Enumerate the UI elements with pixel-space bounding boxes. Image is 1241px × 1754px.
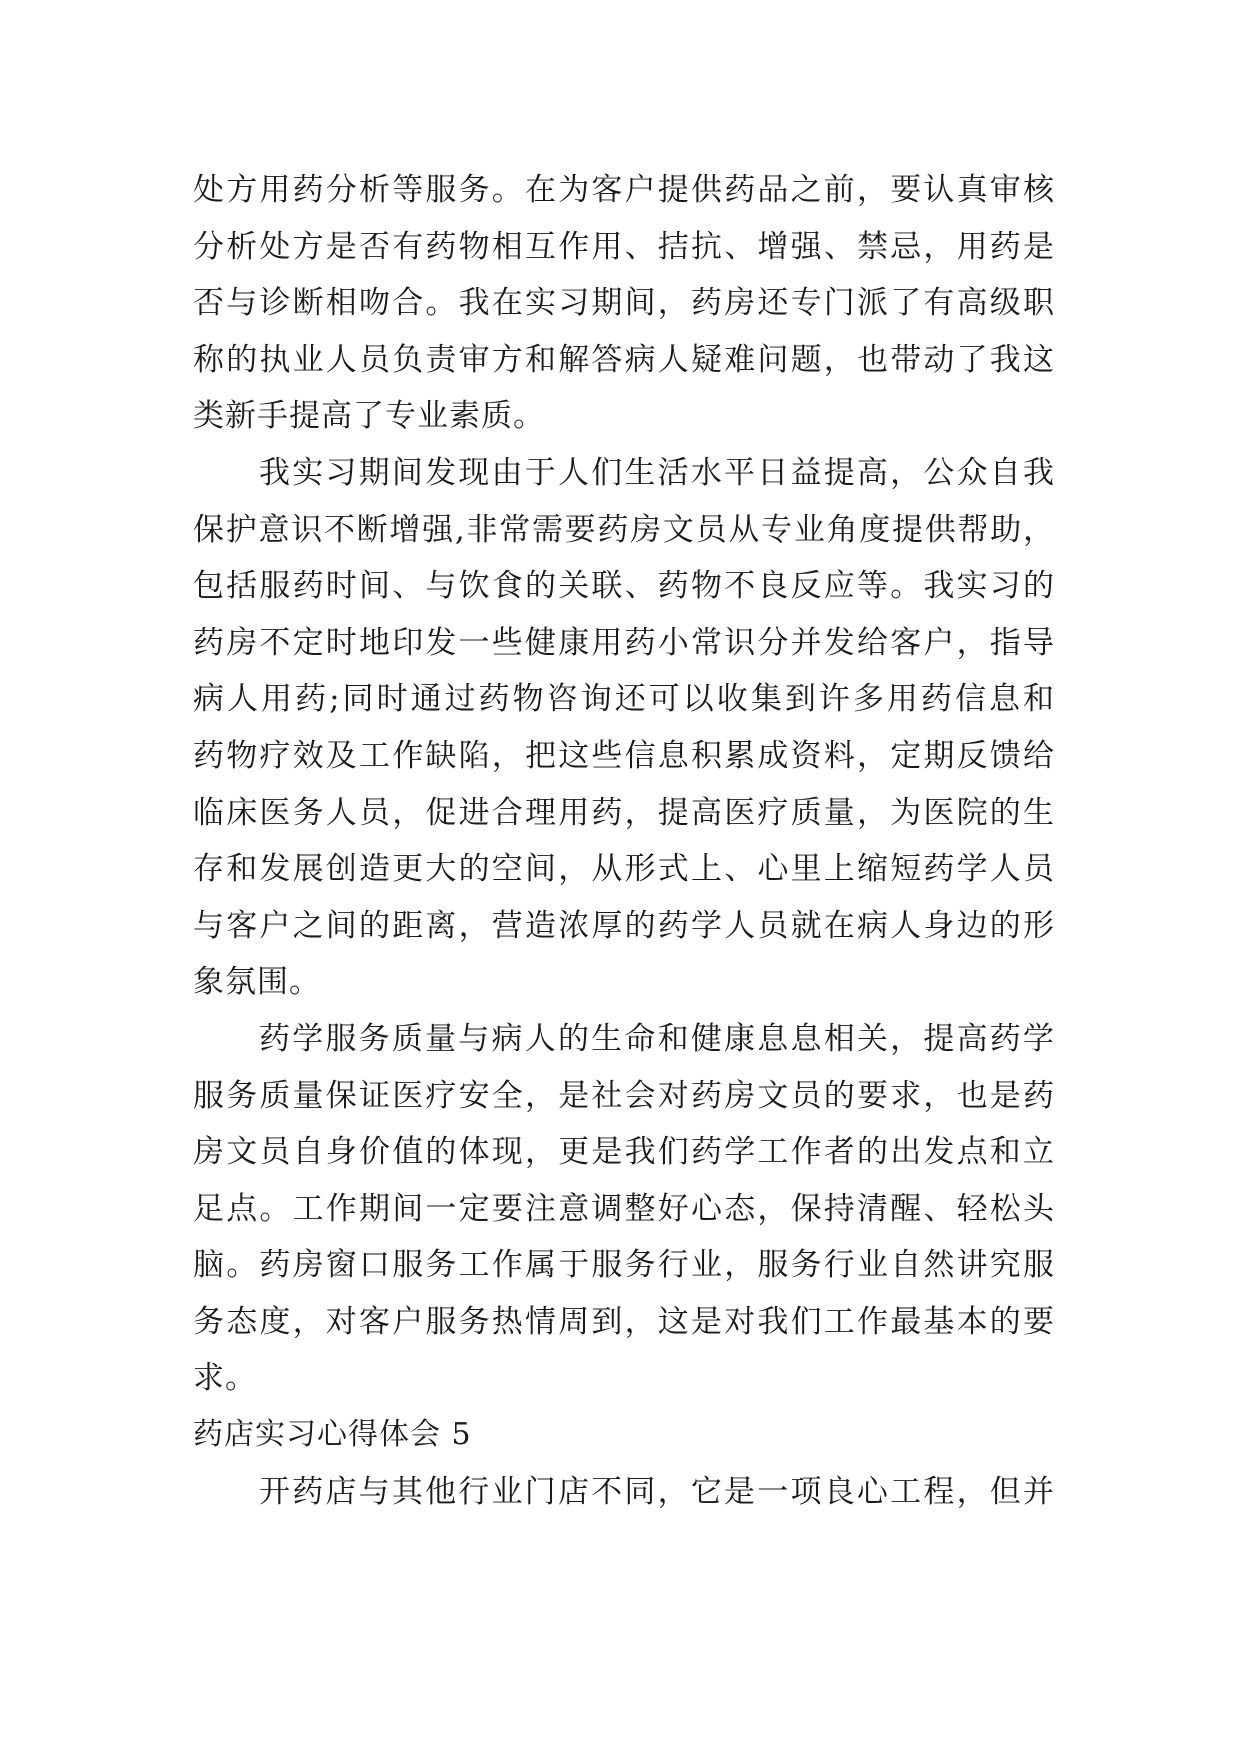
text-line: 房文员自身价值的体现，更是我们药学工作者的出发点和立 — [193, 1134, 1055, 1171]
text-line: 分析处方是否有药物相互作用、拮抗、增强、禁忌，用药是 — [193, 228, 1055, 265]
text-line: 病人用药;同时通过药物咨询还可以收集到许多用药信息和 — [193, 681, 1055, 718]
text-line: 我实习期间发现由于人们生活水平日益提高，公众自我 — [259, 454, 1055, 491]
text-line: 服务质量保证医疗安全，是社会对药房文员的要求，也是药 — [193, 1077, 1055, 1114]
text-line: 类新手提高了专业素质。 — [193, 398, 545, 435]
text-line: 保护意识不断增强,非常需要药房文员从专业角度提供帮助， — [193, 511, 1055, 548]
text-line: 否与诊断相吻合。我在实习期间，药房还专门派了有高级职 — [193, 285, 1055, 322]
paragraph-3 — [193, 1011, 1055, 1407]
text-line: 求。 — [193, 1360, 257, 1397]
document-page — [193, 162, 1055, 1520]
text-line: 与客户之间的距离，营造浓厚的药学人员就在病人身边的形 — [193, 907, 1055, 944]
text-line: 称的执业人员负责审方和解答病人疑难问题，也带动了我这 — [193, 341, 1055, 378]
text-line: 开药店与其他行业门店不同，它是一项良心工程，但并 — [259, 1473, 1055, 1510]
text-line: 药学服务质量与病人的生命和健康息息相关，提高药学 — [259, 1020, 1055, 1057]
text-line: 脑。药房窗口服务工作属于服务行业，服务行业自然讲究服 — [193, 1247, 1055, 1284]
section-heading: 药店实习心得体会 5 — [193, 1417, 472, 1453]
text-line: 处方用药分析等服务。在为客户提供药品之前，要认真审核 — [193, 172, 1055, 208]
text-line: 包括服药时间、与饮食的关联、药物不良反应等。我实习的 — [193, 568, 1055, 605]
paragraph-4 — [193, 1464, 1055, 1521]
paragraph-2 — [193, 445, 1055, 1011]
text-line: 存和发展创造更大的空间，从形式上、心里上缩短药学人员 — [193, 851, 1055, 888]
paragraph-1 — [193, 162, 1055, 445]
text-line: 象氛围。 — [193, 964, 321, 1001]
text-line: 药物疗效及工作缺陷，把这些信息积累成资料，定期反馈给 — [193, 737, 1055, 774]
text-line: 务态度，对客户服务热情周到，这是对我们工作最基本的要 — [193, 1303, 1055, 1340]
text-line: 临床医务人员，促进合理用药，提高医疗质量，为医院的生 — [193, 794, 1055, 831]
text-line: 药房不定时地印发一些健康用药小常识分并发给客户，指导 — [193, 624, 1055, 661]
text-line: 足点。工作期间一定要注意调整好心态，保持清醒、轻松头 — [193, 1190, 1055, 1227]
